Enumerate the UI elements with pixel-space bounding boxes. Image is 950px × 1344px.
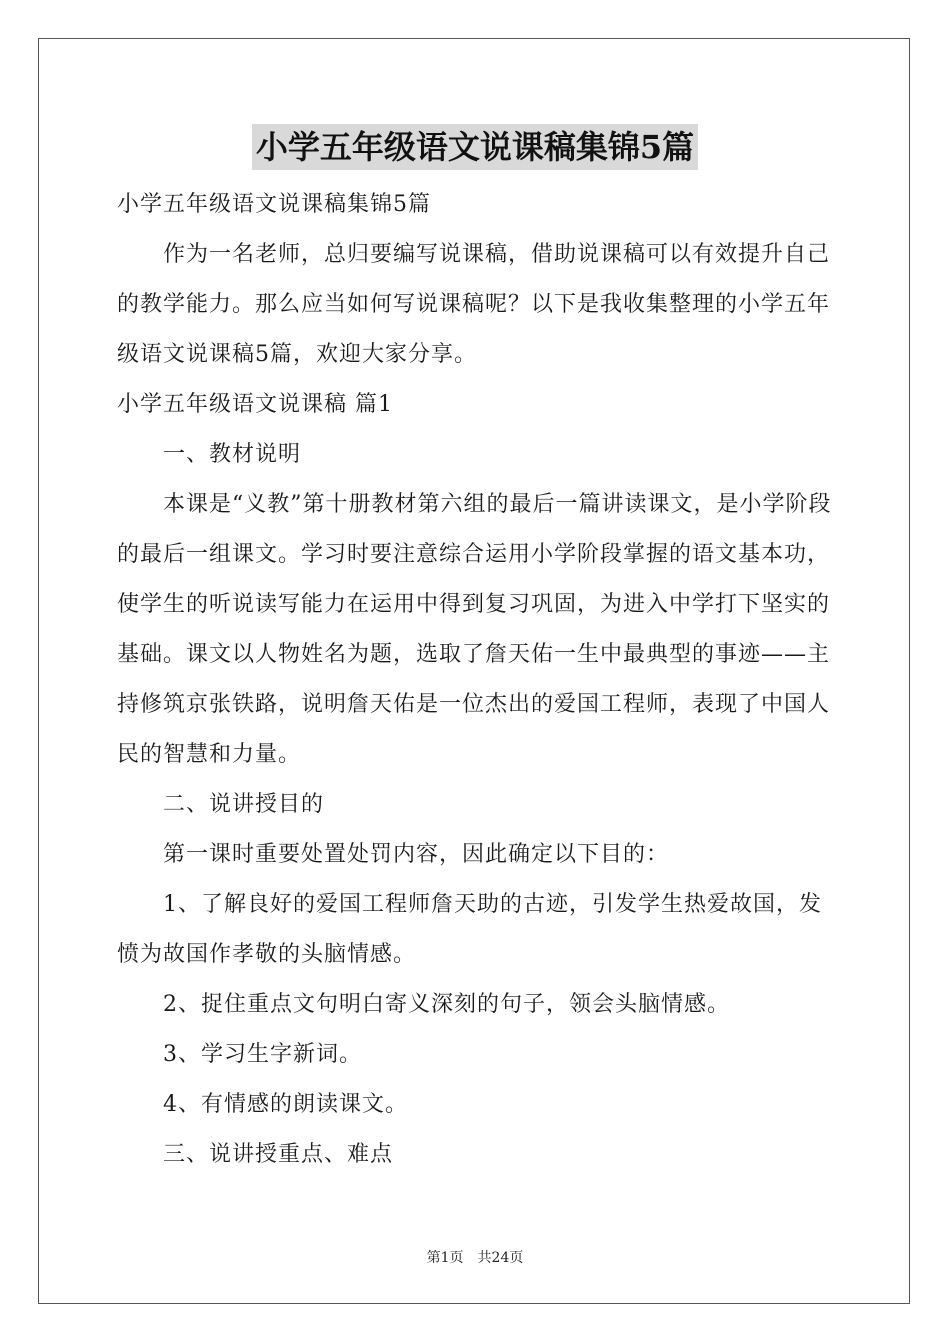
list-item: 4、有情感的朗读课文。 (163, 1092, 408, 1117)
list-item: 1、了解良好的爱国工程师詹天助的古迹，引发学生热爱故国，发愤为故国作孝敬的头脑情感。 (117, 892, 822, 967)
document-title: 小学五年级语文说课稿集锦5篇 (252, 124, 698, 170)
list-item: 3、学习生字新词。 (163, 1042, 362, 1067)
body-paragraph: 本课是“义教”第十册教材第六组的最后一篇讲读课文，是小学阶段的最后一组课文。学习时要注意综合运用小学阶段掌握的语文基本功，使学生的听说读写能力在运用中得到复习巩固，为进入中学打下坚实的基础。课文以人物姓名为题，选取了詹天佑一生中最典型的事迹——主持修筑京张铁路，说明詹天佑是一位杰出的爱国工程师，表现了中国人民的智慧和力量。 (117, 492, 832, 767)
subheading-material: 一、教材说明 (163, 442, 302, 467)
page-number: 第1页 共24页 (426, 1250, 524, 1266)
page-footer (0, 1248, 950, 1268)
document-subtitle: 小学五年级语文说课稿集锦5篇 (117, 192, 431, 217)
body-paragraph: 第一课时重要处置处罚内容，因此确定以下目的： (163, 842, 670, 867)
section-heading: 小学五年级语文说课稿 篇1 (117, 392, 393, 417)
subheading-goals: 二、说讲授目的 (163, 792, 325, 817)
intro-paragraph: 作为一名老师，总归要编写说课稿，借助说课稿可以有效提升自己的教学能力。那么应当如何写说课稿呢？以下是我收集整理的小学五年级语文说课稿5篇，欢迎大家分享。 (117, 242, 831, 367)
list-item: 2、捉住重点文句明白寄义深刻的句子，领会头脑情感。 (163, 992, 730, 1017)
title-container (0, 124, 950, 170)
document-body (117, 180, 833, 1180)
subheading-key-points: 三、说讲授重点、难点 (163, 1142, 394, 1167)
